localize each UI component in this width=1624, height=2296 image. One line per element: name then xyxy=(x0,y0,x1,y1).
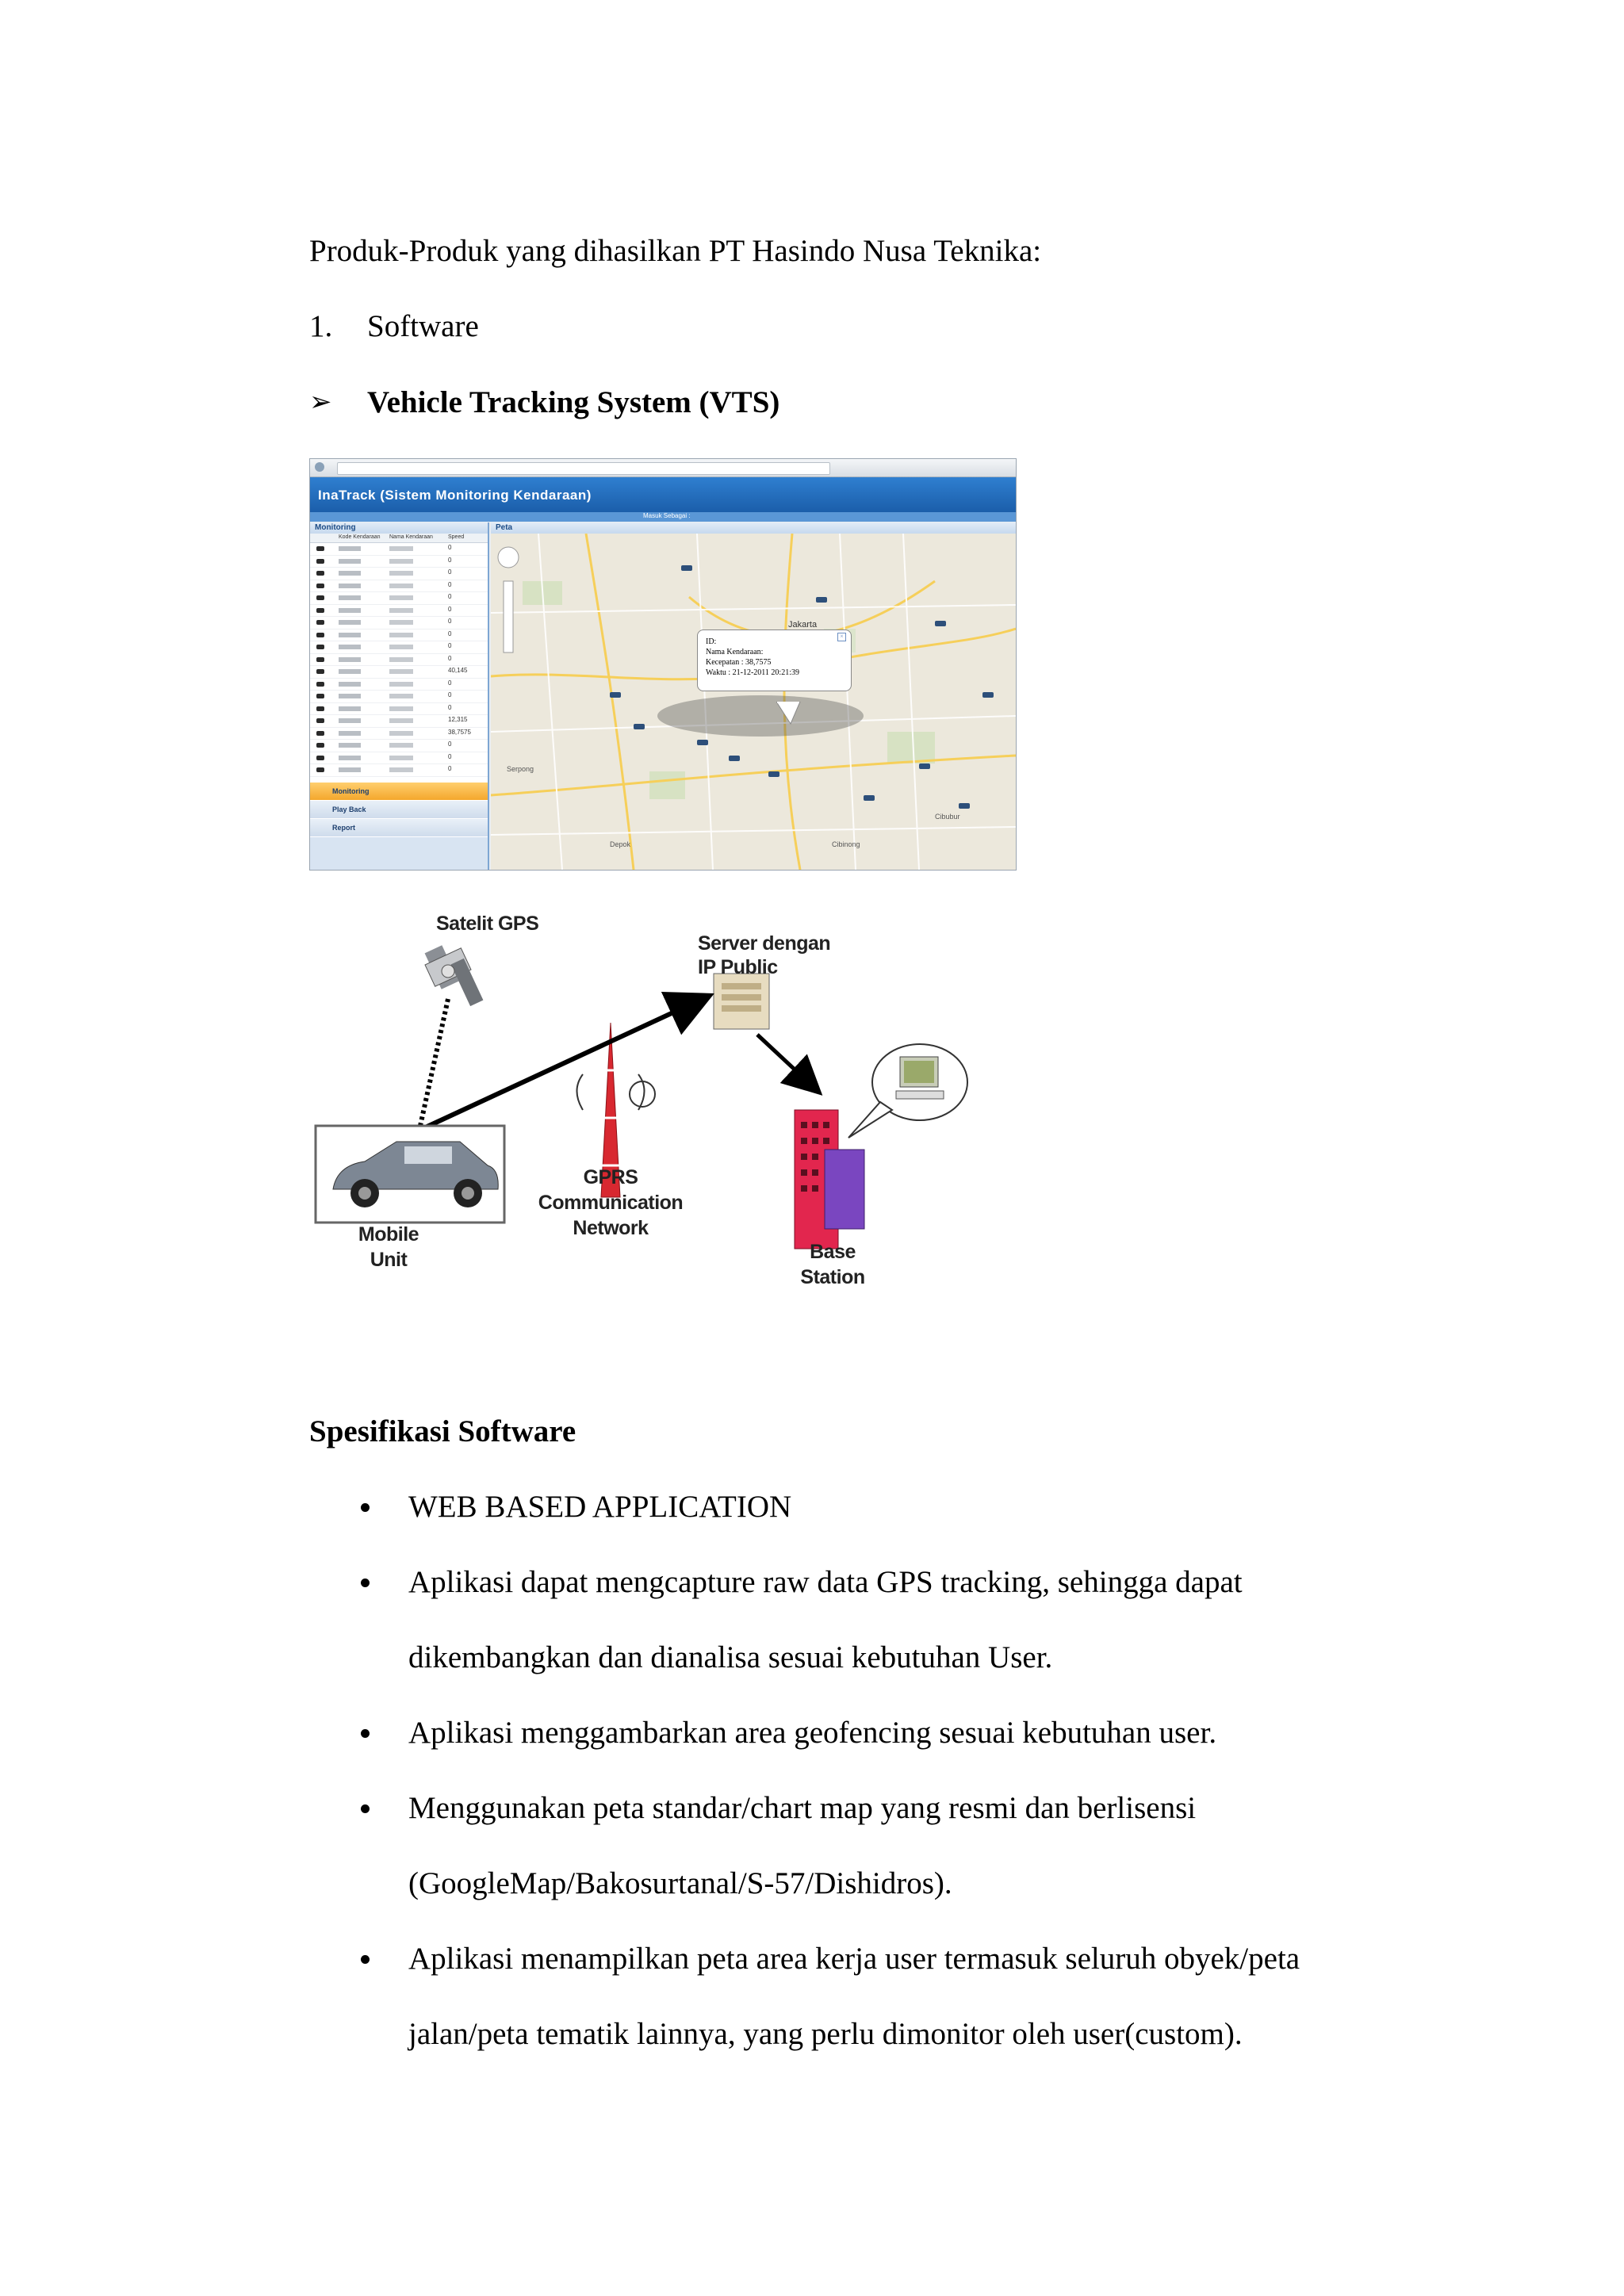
popup-tail xyxy=(776,702,808,725)
vehicle-row xyxy=(310,740,488,752)
vehicle-row xyxy=(310,543,488,556)
label-base-1: Base xyxy=(810,1241,856,1263)
popup-time: Waktu : 21-12-2011 20:21:39 xyxy=(706,668,799,677)
car-icon xyxy=(316,559,324,564)
map-panel xyxy=(491,522,1016,870)
vehicle-speed: 0 xyxy=(448,703,452,711)
col-header: Kode Kendaraan xyxy=(339,534,381,540)
car-icon xyxy=(316,756,324,760)
bullet-icon xyxy=(361,1955,370,1964)
computer-icon xyxy=(848,1044,967,1138)
vehicle-row xyxy=(310,691,488,703)
car-icon xyxy=(316,595,324,600)
bullet-icon xyxy=(361,1578,370,1587)
vehicle-speed: 0 xyxy=(448,691,452,698)
car-icon xyxy=(316,706,324,711)
satellite-icon xyxy=(425,945,484,1006)
vehicle-speed: 0 xyxy=(448,580,452,588)
vehicle-speed: 40,145 xyxy=(448,667,468,674)
car-icon xyxy=(316,657,324,662)
label-server-2: IP Public xyxy=(698,956,778,978)
section-number: 1. xyxy=(309,309,333,343)
vehicle-speed: 0 xyxy=(448,593,452,600)
map-place-label: Jakarta xyxy=(788,620,818,629)
back-icon xyxy=(315,462,324,472)
popup-speed: Kecepatan : 38,7575 xyxy=(706,658,772,667)
close-icon: × xyxy=(837,633,846,641)
spec-item: Menggunakan peta standar/chart map yang resmi dan berlisensi xyxy=(408,1791,1197,1825)
vehicle-row xyxy=(310,666,488,679)
car-icon xyxy=(316,571,324,576)
label-gprs-2: Communication xyxy=(538,1192,684,1214)
car-icon xyxy=(316,620,324,625)
spec-item: Aplikasi menampilkan peta area kerja user termasuk seluruh obyek/peta xyxy=(408,1942,1300,1976)
vehicle-row xyxy=(310,580,488,593)
spec-item: Aplikasi menggambarkan area geofencing sesuai kebutuhan user. xyxy=(408,1716,1217,1750)
car-icon xyxy=(316,718,324,723)
vehicle-speed: 0 xyxy=(448,568,452,576)
menu-report: Report xyxy=(310,819,488,836)
car-icon xyxy=(316,1126,504,1223)
vehicle-info-popup xyxy=(697,629,852,691)
bullet-icon xyxy=(361,1503,370,1512)
vts-heading: Vehicle Tracking System (VTS) xyxy=(367,385,780,419)
section-label: Software xyxy=(367,309,479,343)
car-icon xyxy=(316,645,324,649)
label-gprs-1: GPRS xyxy=(583,1166,638,1188)
vehicle-speed: 0 xyxy=(448,765,452,772)
vehicle-row xyxy=(310,592,488,605)
car-icon xyxy=(316,608,324,613)
spec-item: Aplikasi dapat mengcapture raw data GPS tracking, sehingga dapat xyxy=(408,1565,1243,1599)
menu-playback: Play Back xyxy=(310,801,488,818)
col-header: Nama Kendaraan xyxy=(389,534,433,540)
vehicle-speed: 0 xyxy=(448,556,452,564)
bullet-icon xyxy=(361,1729,370,1738)
vehicle-speed: 0 xyxy=(448,629,452,637)
spec-item-cont: (GoogleMap/Bakosurtanal/S-57/Dishidros). xyxy=(408,1866,952,1900)
vehicle-row xyxy=(310,654,488,667)
spec-heading: Spesifikasi Software xyxy=(309,1414,576,1448)
vehicle-speed: 0 xyxy=(448,544,452,551)
monitoring-panel-title: Monitoring xyxy=(310,522,488,534)
vehicle-row xyxy=(310,568,488,580)
map-place-label: Serpong xyxy=(507,765,534,773)
vehicle-speed: 0 xyxy=(448,740,452,748)
car-icon xyxy=(316,682,324,687)
label-satelit: Satelit GPS xyxy=(436,913,539,935)
vts-screenshot xyxy=(309,458,1017,871)
vehicle-speed: 0 xyxy=(448,642,452,649)
map-place-label: Depok xyxy=(610,840,631,848)
label-mobile-1: Mobile xyxy=(358,1223,419,1246)
network-diagram xyxy=(309,912,983,1292)
vehicle-speed: 0 xyxy=(448,752,452,760)
car-icon xyxy=(316,694,324,698)
vehicle-speed: 0 xyxy=(448,605,452,613)
col-header: Speed xyxy=(448,534,465,540)
vehicle-row xyxy=(310,641,488,654)
car-icon xyxy=(316,633,324,637)
car-icon xyxy=(316,743,324,748)
vehicle-row xyxy=(310,629,488,642)
vehicle-speed: 0 xyxy=(448,679,452,687)
app-titlebar xyxy=(310,477,1016,512)
map-title: Peta xyxy=(491,522,1016,534)
vehicle-row xyxy=(310,679,488,691)
address-bar xyxy=(337,462,830,475)
car-icon xyxy=(316,767,324,772)
vehicle-table-body xyxy=(310,543,488,777)
label-mobile-2: Unit xyxy=(370,1249,408,1271)
popup-id: ID: xyxy=(706,637,717,646)
vehicle-row xyxy=(310,728,488,740)
vehicle-table-header xyxy=(310,534,488,543)
spec-item-cont: jalan/peta tematik lainnya, yang perlu dimonitor oleh user(custom). xyxy=(408,2017,1243,2051)
spec-item: WEB BASED APPLICATION xyxy=(408,1490,792,1524)
label-gprs-3: Network xyxy=(573,1217,649,1239)
vehicle-row xyxy=(310,715,488,728)
spec-item-cont: dikembangkan dan dianalisa sesuai kebutuhan User. xyxy=(408,1640,1053,1674)
menu-monitoring: Monitoring xyxy=(310,783,488,800)
app-title: InaTrack (Sistem Monitoring Kendaraan) xyxy=(318,488,592,503)
car-icon xyxy=(316,669,324,674)
map-place-label: Cibinong xyxy=(832,840,860,848)
arrow-bullet-icon: ➢ xyxy=(309,388,332,417)
car-icon xyxy=(316,584,324,588)
vehicle-row xyxy=(310,605,488,618)
label-base-2: Station xyxy=(800,1266,865,1288)
bullet-icon xyxy=(361,1804,370,1813)
server-icon xyxy=(714,974,769,1029)
browser-toolbar xyxy=(310,459,1016,477)
label-server-1: Server dengan xyxy=(698,932,831,955)
vehicle-speed: 12,315 xyxy=(448,716,468,723)
map-canvas xyxy=(491,534,1016,870)
vehicle-speed: 0 xyxy=(448,618,452,625)
map-place-label: Cibubur xyxy=(935,813,960,821)
vehicle-row xyxy=(310,752,488,765)
vehicle-row xyxy=(310,556,488,568)
car-icon xyxy=(316,731,324,736)
vehicle-row xyxy=(310,703,488,716)
popup-name: Nama Kendaraan: xyxy=(706,648,764,656)
car-icon xyxy=(316,546,324,551)
app-subbar xyxy=(310,512,1016,522)
monitoring-panel xyxy=(310,522,489,870)
vehicle-row xyxy=(310,764,488,777)
intro-text: Produk-Produk yang dihasilkan PT Hasindo Nusa Teknika: xyxy=(309,234,1042,268)
subbar-text: Masuk Sebagai : xyxy=(643,512,691,519)
vehicle-row xyxy=(310,617,488,629)
vehicle-speed: 0 xyxy=(448,654,452,662)
vehicle-speed: 38,7575 xyxy=(448,728,471,736)
